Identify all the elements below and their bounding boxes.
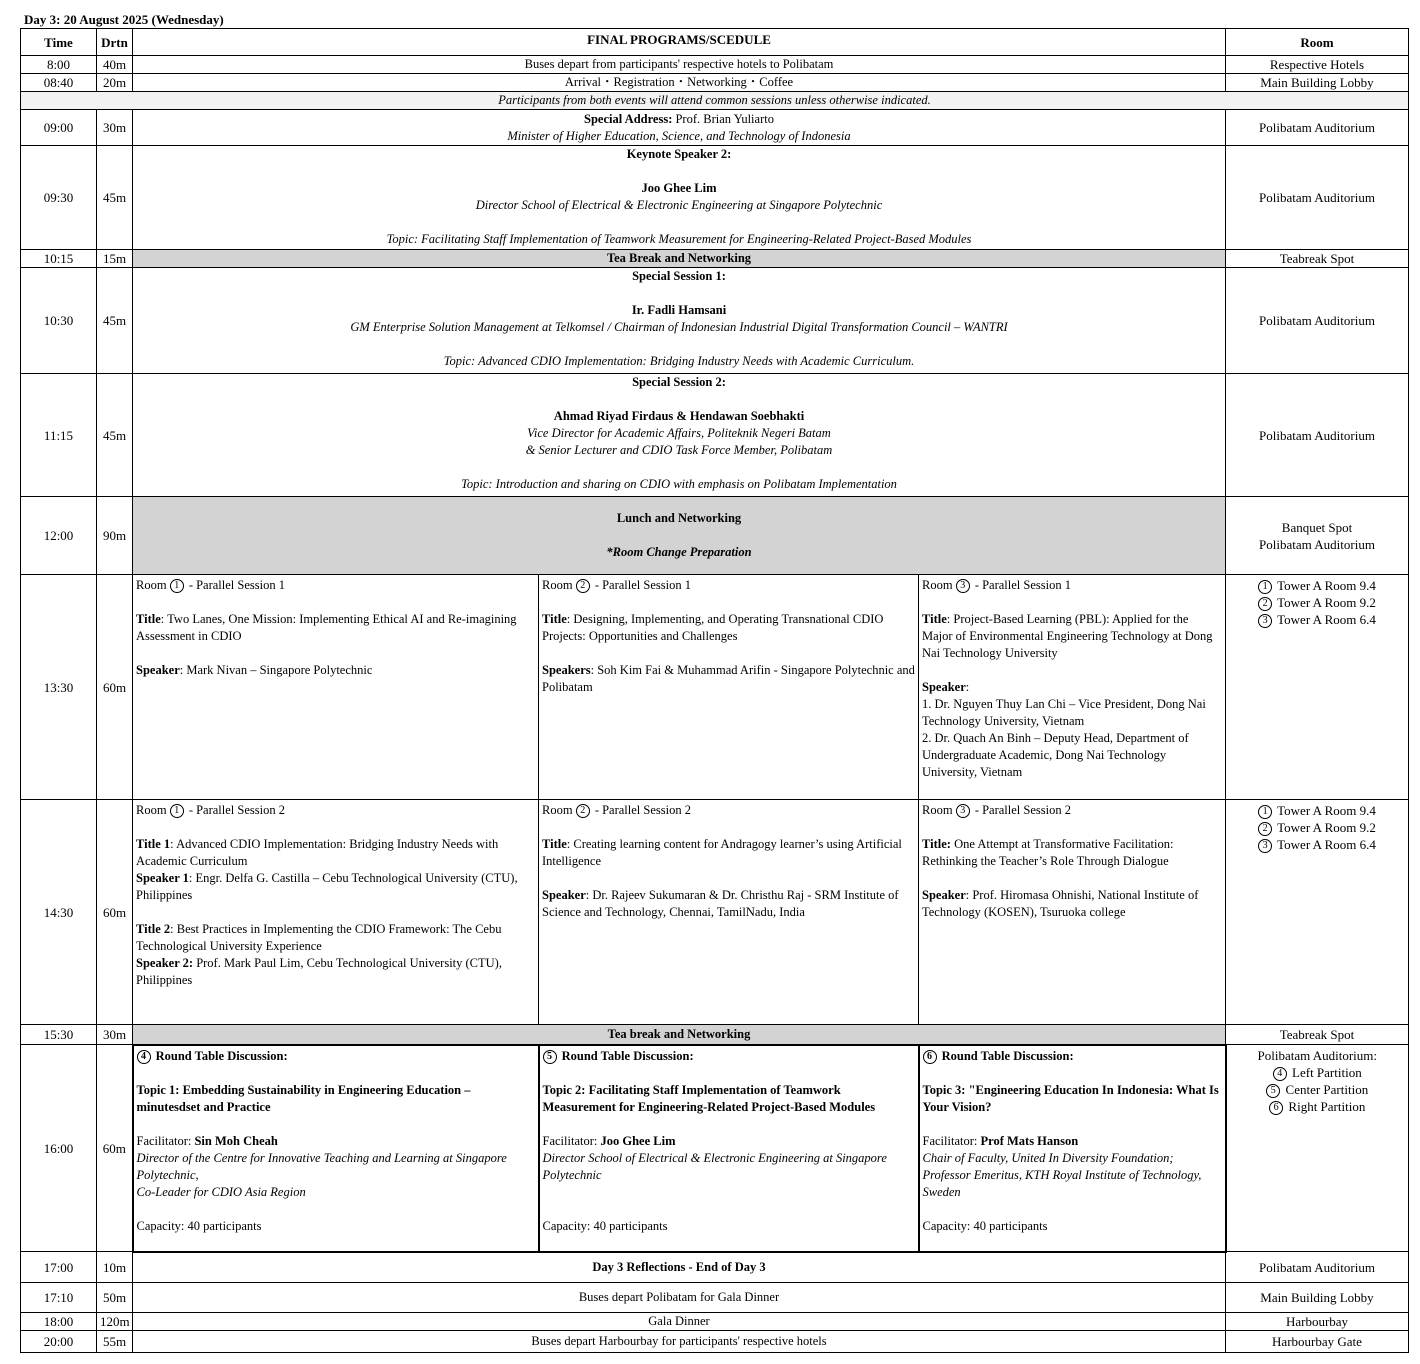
capacity-text: Capacity: 40 participants bbox=[542, 1218, 668, 1233]
round-table-cell bbox=[133, 1045, 539, 1252]
table-row bbox=[21, 74, 1409, 92]
speaker-name: : Prof. Hiromasa Ohnishi, National Institute of Technology (KOSEN), Tsuruoka college bbox=[922, 888, 1199, 919]
facilitator-role: Director of the Centre for Innovative Teaching and Learning at Singapore Polytechnic, bbox=[136, 1150, 507, 1182]
facilitator-name: Sin Moh Cheah bbox=[194, 1133, 278, 1148]
session-label: - Parallel Session 2 bbox=[971, 803, 1071, 817]
room-word: Room bbox=[136, 803, 167, 817]
table-row bbox=[21, 268, 1409, 374]
table-row bbox=[21, 250, 1409, 268]
program-cell: Buses depart from participants' respective hotels to Polibatam bbox=[133, 56, 1226, 74]
room-number-badge: 3 bbox=[956, 804, 970, 818]
session-topic: Topic: Facilitating Staff Implementation of Teamwork Measurement for Engineering-Related Project-Based Modules bbox=[386, 232, 972, 246]
facilitator-name: Prof Mats Hanson bbox=[980, 1133, 1079, 1148]
page-title: Day 3: 20 August 2025 (Wednesday) bbox=[24, 12, 224, 27]
table-row bbox=[21, 110, 1409, 146]
table-row bbox=[21, 800, 1409, 1025]
program-cell: Tea Break and Networking bbox=[133, 250, 1226, 268]
time-cell: 09:30 bbox=[21, 146, 97, 250]
room-name: Tower A Room 6.4 bbox=[1277, 837, 1376, 853]
room-name: Tower A Room 6.4 bbox=[1277, 612, 1376, 628]
room-number-badge: 2 bbox=[1258, 597, 1272, 611]
room-number-badge: 2 bbox=[576, 804, 590, 818]
facilitator-label: Facilitator: bbox=[922, 1133, 981, 1148]
schedule-table bbox=[20, 28, 1409, 1353]
capacity-text: Capacity: 40 participants bbox=[136, 1218, 262, 1233]
table-row bbox=[21, 1331, 1409, 1353]
title-label: Title 1 bbox=[136, 837, 171, 851]
round-table-heading: Round Table Discussion: bbox=[152, 1048, 288, 1063]
speaker-name: : Dr. Rajeev Sukumaran & Dr. Christhu Raj - SRM Institute of Science and Technology, Chennai, TamilNadu, India bbox=[542, 888, 899, 919]
title-label: Title bbox=[922, 612, 947, 626]
time-cell: 09:00 bbox=[21, 110, 97, 146]
duration-cell: 10m bbox=[97, 1252, 133, 1283]
room-name: Banquet Spot bbox=[1281, 519, 1353, 535]
time-cell: 16:00 bbox=[21, 1045, 97, 1252]
notice-row bbox=[21, 92, 1409, 110]
session-label: - Parallel Session 1 bbox=[591, 578, 691, 592]
speaker-label: Speakers bbox=[542, 663, 591, 677]
facilitator-role: Chair of Faculty, United In Diversity Foundation; Professor Emeritus, KTH Royal Institute of Technology, Sweden bbox=[922, 1150, 1202, 1199]
room-cell: Harbourbay bbox=[1226, 1313, 1409, 1331]
time-cell: 13:30 bbox=[21, 575, 97, 800]
room-word: Room bbox=[542, 803, 573, 817]
header-row bbox=[21, 29, 1409, 56]
speaker-name: : Engr. Delfa G. Castilla – Cebu Technological University (CTU), Philippines bbox=[136, 871, 518, 902]
program-cell bbox=[133, 268, 1226, 374]
room-cell: Polibatam Auditorium bbox=[1226, 374, 1409, 497]
program-cell bbox=[133, 110, 1226, 146]
round-table-cell bbox=[539, 1045, 919, 1252]
duration-cell: 15m bbox=[97, 250, 133, 268]
table-row bbox=[21, 374, 1409, 497]
room-number-badge: 3 bbox=[956, 579, 970, 593]
room-list-cell bbox=[1226, 575, 1409, 800]
title-label: Title bbox=[136, 612, 161, 626]
speaker-name: : bbox=[965, 680, 970, 694]
round-table-topic: Topic 1: Embedding Sustainability in Engineering Education – minutesdset and Practice bbox=[136, 1082, 471, 1114]
room-cell bbox=[1226, 497, 1409, 575]
room-number-badge: 2 bbox=[576, 579, 590, 593]
time-cell: 20:00 bbox=[21, 1331, 97, 1353]
room-name: Tower A Room 9.4 bbox=[1277, 578, 1376, 593]
time-cell: 15:30 bbox=[21, 1025, 97, 1045]
session-label: - Parallel Session 1 bbox=[971, 578, 1071, 592]
room-word: Room bbox=[922, 578, 953, 592]
speaker-name: 2. Dr. Quach An Binh – Deputy Head, Department of Undergraduate Academic, Dong Nai Technology University, Vietnam bbox=[922, 731, 1189, 779]
round-table-topic: Topic 3: "Engineering Education In Indonesia: What Is Your Vision? bbox=[922, 1082, 1219, 1114]
session-label: - Parallel Session 1 bbox=[185, 578, 285, 592]
time-cell: 10:15 bbox=[21, 250, 97, 268]
table-row bbox=[21, 56, 1409, 74]
room-number-badge: 1 bbox=[1258, 580, 1272, 594]
session-note: *Room Change Preparation bbox=[606, 545, 752, 559]
time-cell: 12:00 bbox=[21, 497, 97, 575]
speaker-label: Speaker bbox=[136, 663, 180, 677]
time-cell: 8:00 bbox=[21, 56, 97, 74]
program-cell: Arrival・Registration・Networking・Coffee bbox=[133, 74, 1226, 92]
parallel-session-cell bbox=[539, 800, 919, 1025]
session-title: : Project-Based Learning (PBL): Applied for the Major of Environmental Engineering Technology at Dong Nai Technology University bbox=[922, 612, 1213, 660]
speaker-role: Director School of Electrical & Electronic Engineering at Singapore Polytechnic bbox=[475, 198, 883, 212]
parallel-session-cell bbox=[133, 575, 539, 800]
duration-cell: 60m bbox=[97, 800, 133, 1025]
speaker-label: Speaker bbox=[922, 888, 966, 902]
room-name: Tower A Room 9.2 bbox=[1277, 820, 1376, 836]
room-name: Tower A Room 9.2 bbox=[1277, 595, 1376, 611]
session-title: Special Session 1: bbox=[632, 269, 726, 283]
speaker-role: & Senior Lecturer and CDIO Task Force Member, Polibatam bbox=[525, 443, 833, 457]
speaker-role: Vice Director for Academic Affairs, Politeknik Negeri Batam bbox=[527, 426, 831, 440]
program-cell bbox=[133, 497, 1226, 575]
speaker-name: Prof. Brian Yuliarto bbox=[672, 111, 774, 126]
room-cell: Polibatam Auditorium bbox=[1226, 1252, 1409, 1283]
room-name: Left Partition bbox=[1292, 1065, 1362, 1080]
facilitator-name: Joo Ghee Lim bbox=[600, 1133, 676, 1148]
room-cell: Main Building Lobby bbox=[1226, 1283, 1409, 1313]
duration-cell: 50m bbox=[97, 1283, 133, 1313]
room-word: Room bbox=[136, 578, 167, 592]
duration-cell: 45m bbox=[97, 146, 133, 250]
duration-cell: 60m bbox=[97, 1045, 133, 1252]
room-cell: Teabreak Spot bbox=[1226, 250, 1409, 268]
session-label: - Parallel Session 2 bbox=[591, 803, 691, 817]
room-number-badge: 5 bbox=[1266, 1084, 1280, 1098]
session-label: - Parallel Session 2 bbox=[185, 803, 285, 817]
table-row bbox=[21, 497, 1409, 575]
speaker-name: Prof. Mark Paul Lim, Cebu Technological University (CTU), Philippines bbox=[136, 956, 502, 987]
speaker-name: Joo Ghee Lim bbox=[641, 181, 717, 195]
room-name: Polibatam Auditorium bbox=[1259, 536, 1375, 552]
time-cell: 10:30 bbox=[21, 268, 97, 374]
round-table-cell bbox=[919, 1045, 1226, 1252]
room-number-badge: 3 bbox=[1258, 839, 1272, 853]
room-word: Room bbox=[542, 578, 573, 592]
time-cell: 11:15 bbox=[21, 374, 97, 497]
program-cell: Day 3 Reflections - End of Day 3 bbox=[133, 1252, 1226, 1283]
table-row bbox=[21, 1045, 1409, 1252]
room-cell: Polibatam Auditorium bbox=[1226, 110, 1409, 146]
session-title: : Designing, Implementing, and Operating Transnational CDIO Projects: Opportunities and Challenges bbox=[542, 612, 884, 643]
program-cell: Buses depart Harbourbay for participants' respective hotels bbox=[133, 1331, 1226, 1353]
program-cell bbox=[133, 374, 1226, 497]
common-session-notice: Participants from both events will attend common sessions unless otherwise indicated. bbox=[21, 92, 1409, 110]
time-cell: 14:30 bbox=[21, 800, 97, 1025]
parallel-session-cell bbox=[919, 575, 1226, 800]
header-room: Room bbox=[1226, 29, 1409, 56]
title-label: Title bbox=[542, 837, 567, 851]
duration-cell: 40m bbox=[97, 56, 133, 74]
program-cell: Gala Dinner bbox=[133, 1313, 1226, 1331]
parallel-session-cell bbox=[919, 800, 1226, 1025]
room-cell: Teabreak Spot bbox=[1226, 1025, 1409, 1045]
speaker-name: : Soh Kim Fai & Muhammad Arifin - Singapore Polytechnic and Polibatam bbox=[542, 663, 915, 694]
room-number-badge: 3 bbox=[1258, 614, 1272, 628]
facilitator-label: Facilitator: bbox=[136, 1133, 195, 1148]
speaker-role: GM Enterprise Solution Management at Telkomsel / Chairman of Indonesian Industrial Digital Transformation Council – WANTRI bbox=[350, 320, 1008, 334]
special-address-label: Special Address: bbox=[584, 111, 673, 126]
session-title: Lunch and Networking bbox=[616, 511, 742, 525]
room-cell: Respective Hotels bbox=[1226, 56, 1409, 74]
table-row bbox=[21, 1252, 1409, 1283]
room-number-badge: 1 bbox=[170, 804, 184, 818]
speaker-name: : Mark Nivan – Singapore Polytechnic bbox=[179, 663, 373, 677]
room-word: Room bbox=[922, 803, 953, 817]
room-cell: Polibatam Auditorium bbox=[1226, 146, 1409, 250]
time-cell: 17:00 bbox=[21, 1252, 97, 1283]
room-cell: Main Building Lobby bbox=[1226, 74, 1409, 92]
time-cell: 18:00 bbox=[21, 1313, 97, 1331]
duration-cell: 90m bbox=[97, 497, 133, 575]
room-list-cell bbox=[1226, 800, 1409, 1025]
duration-cell: 45m bbox=[97, 268, 133, 374]
duration-cell: 120m bbox=[97, 1313, 133, 1331]
room-list-cell bbox=[1226, 1045, 1409, 1252]
room-number-badge: 2 bbox=[1258, 822, 1272, 836]
header-duration: Drtn bbox=[97, 29, 133, 56]
parallel-session-cell bbox=[133, 800, 539, 1025]
session-topic: Topic: Advanced CDIO Implementation: Bridging Industry Needs with Academic Curriculum. bbox=[443, 354, 915, 368]
round-table-topic: Topic 2: Facilitating Staff Implementation of Teamwork Measurement for Engineering-Related Project-Based Modules bbox=[542, 1082, 876, 1114]
round-table-heading: Round Table Discussion: bbox=[558, 1048, 694, 1063]
session-title: : Two Lanes, One Mission: Implementing Ethical AI and Re-imagining Assessment in CDIO bbox=[136, 612, 517, 643]
room-number-badge: 5 bbox=[543, 1050, 557, 1064]
room-number-badge: 1 bbox=[1258, 805, 1272, 819]
room-name: Polibatam Auditorium: bbox=[1257, 1048, 1378, 1063]
table-row bbox=[21, 1313, 1409, 1331]
room-number-badge: 6 bbox=[1269, 1101, 1283, 1115]
session-title: Keynote Speaker 2: bbox=[626, 147, 732, 161]
room-name: Tower A Room 9.4 bbox=[1277, 803, 1376, 818]
table-row bbox=[21, 1283, 1409, 1313]
session-title: : Creating learning content for Andragogy learner’s using Artificial Intelligence bbox=[542, 837, 902, 868]
speaker-name: 1. Dr. Nguyen Thuy Lan Chi – Vice President, Dong Nai Technology University, Vietnam bbox=[922, 697, 1206, 728]
facilitator-role: Co-Leader for CDIO Asia Region bbox=[136, 1184, 306, 1199]
title-label: Title: bbox=[922, 837, 951, 851]
parallel-session-cell bbox=[539, 575, 919, 800]
room-number-badge: 1 bbox=[170, 579, 184, 593]
program-cell bbox=[133, 146, 1226, 250]
room-number-badge: 6 bbox=[923, 1050, 937, 1064]
session-topic: Topic: Introduction and sharing on CDIO with emphasis on Polibatam Implementation bbox=[461, 477, 897, 491]
round-table-heading: Round Table Discussion: bbox=[938, 1048, 1074, 1063]
duration-cell: 20m bbox=[97, 74, 133, 92]
speaker-label: Speaker bbox=[542, 888, 586, 902]
speaker-label: Speaker 1 bbox=[136, 871, 189, 885]
table-row bbox=[21, 146, 1409, 250]
facilitator-role: Director School of Electrical & Electronic Engineering at Singapore Polytechnic bbox=[542, 1150, 887, 1182]
room-name: Right Partition bbox=[1288, 1099, 1366, 1115]
title-label: Title 2 bbox=[136, 922, 171, 936]
time-cell: 08:40 bbox=[21, 74, 97, 92]
room-cell: Polibatam Auditorium bbox=[1226, 268, 1409, 374]
header-program: FINAL PROGRAMS/SCEDULE bbox=[133, 29, 1226, 56]
room-cell: Harbourbay Gate bbox=[1226, 1331, 1409, 1353]
duration-cell: 55m bbox=[97, 1331, 133, 1353]
session-title: : Advanced CDIO Implementation: Bridging Industry Needs with Academic Curriculum bbox=[136, 837, 499, 868]
session-title: One Attempt at Transformative Facilitation: Rethinking the Teacher’s Role Through Dialogue bbox=[922, 837, 1174, 868]
table-row bbox=[21, 1025, 1409, 1045]
speaker-label: Speaker bbox=[922, 680, 966, 694]
table-row bbox=[21, 575, 1409, 800]
room-number-badge: 4 bbox=[1273, 1067, 1287, 1081]
time-cell: 17:10 bbox=[21, 1283, 97, 1313]
duration-cell: 45m bbox=[97, 374, 133, 497]
header-time: Time bbox=[21, 29, 97, 56]
speaker-role: Minister of Higher Education, Science, and Technology of Indonesia bbox=[507, 128, 851, 143]
speaker-name: Ahmad Riyad Firdaus & Hendawan Soebhakti bbox=[553, 409, 805, 423]
facilitator-label: Facilitator: bbox=[542, 1133, 601, 1148]
speaker-name: Ir. Fadli Hamsani bbox=[631, 303, 727, 317]
room-number-badge: 4 bbox=[137, 1050, 151, 1064]
program-cell: Tea break and Networking bbox=[133, 1025, 1226, 1045]
duration-cell: 60m bbox=[97, 575, 133, 800]
room-name: Center Partition bbox=[1285, 1082, 1369, 1098]
duration-cell: 30m bbox=[97, 110, 133, 146]
capacity-text: Capacity: 40 participants bbox=[922, 1218, 1048, 1233]
title-label: Title bbox=[542, 612, 567, 626]
session-title: Special Session 2: bbox=[632, 375, 726, 389]
duration-cell: 30m bbox=[97, 1025, 133, 1045]
program-cell: Buses depart Polibatam for Gala Dinner bbox=[133, 1283, 1226, 1313]
session-title: : Best Practices in Implementing the CDIO Framework: The Cebu Technological University Experience bbox=[136, 922, 502, 953]
speaker-label: Speaker 2: bbox=[136, 956, 194, 970]
